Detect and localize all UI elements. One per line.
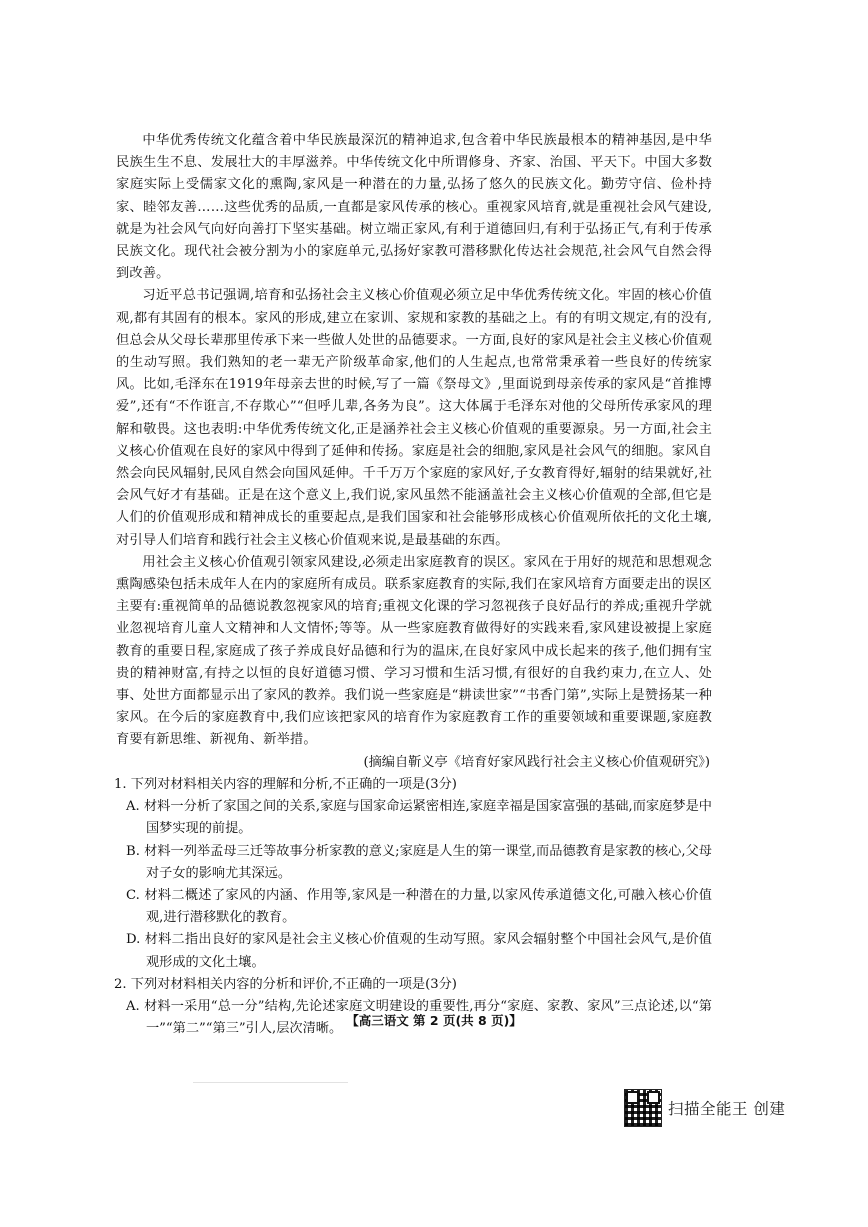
question-2-option-a: A. 材料一采用“总一分”结构,先论述家庭文明建设的重要性,再分“家庭、家教、家风”三点论述,以“第一”“第二”“第三”引人,层次清晰。 xyxy=(126,998,712,1037)
passage-source: (摘编自靳义亭《培育好家风践行社会主义核心价值观研究》) xyxy=(363,754,710,770)
question-1-option-d: D. 材料二指出良好的家风是社会主义核心价值观的生动写照。家风会辐射整个中国社会风气,是价值观形成的文化土壤。 xyxy=(126,932,712,970)
qr-code-icon xyxy=(624,1089,662,1127)
question-1-stem: 1. 下列对材料相关内容的理解和分析,不正确的一项是(3分) xyxy=(114,776,457,792)
question-1-option-c: C. 材料二概述了家风的内涵、作用等,家风是一种潜在的力量,以家风传承道德文化,可融入核心价值观,进行潜移默化的教育。 xyxy=(126,887,712,926)
question-1-option-a: A. 材料一分析了家国之间的关系,家庭与国家命运紧密相连,家庭幸福是国家富强的基础,而家庭梦是中国梦实现的前提。 xyxy=(126,799,712,837)
question-1 xyxy=(116,774,712,974)
passage-paragraph-3: 用社会主义核心价值观引领家风建设,必须走出家庭教育的误区。家风在于用好的规范和思想观念熏陶感染包括未成年人在内的家庭所有成员。联系家庭教育的实际,我们在家风培育方面要走出的误区主要有:重视简单的品德说教忽视家风的培育;重视文化课的学习忽视孩子良好品行的养成;重视升学就业忽视培育儿童人文精神和人文情怀;等等。从一些家庭教育做得好的实践来看,家风建设被提上家庭教育的重要日程,家庭成了孩子养成良好品德和行为的温床,在良好家风中成长起来的孩子,他们拥有宝贵的精神财富,有持之以恒的良好道德习惯、学习习惯和生活习惯,有很好的自我约束力,在立人、处事、处世方面都显示出了家风的教养。我们说一些家庭是“耕读世家”“书香门第”,实际上是赞扬某一种家风。在今后的家庭教育中,我们应该把家风的培育作为家庭教育工作的重要领域和重要课题,家庭教育要有新思维、新视角、新举措。 xyxy=(116,554,712,748)
reading-passage xyxy=(116,130,712,1040)
question-1-option-b: B. 材料一列举孟母三迁等故事分析家教的意义;家庭是人生的第一课堂,而品德教育是家教的核心,父母对子女的影响尤其深远。 xyxy=(126,843,712,881)
page-footer: 【高三语文 第 2 页(共 8 页)】 xyxy=(346,1013,522,1028)
faint-divider xyxy=(193,1082,348,1083)
passage-paragraph-2: 习近平总书记强调,培育和弘扬社会主义核心价值观必须立足中华优秀传统文化。牢固的核心价值观,都有其固有的根本。家风的形成,建立在家训、家规和家教的基础之上。有的有明文规定,有的没有,但总会从父母长辈那里传承下来一些做人处世的品德要求。一方面,良好的家风是社会主义核心价值观的生动写照。我们熟知的老一辈无产阶级革命家,他们的人生起点,也常常秉承着一些良好的传统家风。比如,毛泽东在1919年母亲去世的时候,写了一篇《祭母文》,里面说到母亲传承的家风是“首推博爱”,还有“不作诳言,不存欺心”“但呼儿辈,各务为良”。这大体属于毛泽东对他的父母所传承家风的理解和敬畏。这也表明:中华优秀传统文化,正是涵养社会主义核心价值观的重要源泉。另一方面,社会主义核心价值观在良好的家风中得到了延伸和传扬。家庭是社会的细胞,家风是社会风气的细胞。家风自然会向民风辐射,民风自然会向国风延伸。千千万万个家庭的家风好,子女教育得好,辐射的结果就好,社会风气好才有基础。正是在这个意义上,我们说,家风虽然不能涵盖社会主义核心价值观的全部,但它是人们的价值观形成和精神成长的重要起点,是我们国家和社会能够形成核心价值观所依托的文化土壤,对引导人们培育和践行社会主义核心价值观来说,是最基础的东西。 xyxy=(116,288,712,548)
passage-paragraph-1: 中华优秀传统文化蕴含着中华民族最深沉的精神追求,包含着中华民族最根本的精神基因,是中华民族生生不息、发展壮大的丰厚滋养。中华传统文化中所谓修身、齐家、治国、平天下。中国大多数家庭实际上受儒家文化的熏陶,家风是一种潜在的力量,弘扬了悠久的民族文化。勤劳守信、俭朴持家、睦邻友善……这些优秀的品质,一直都是家风传承的核心。重视家风培育,就是重视社会风气建设,就是为社会风气向好向善打下坚实基础。树立端正家风,有利于道德回归,有利于弘扬正气,有利于传承民族文化。现代社会被分割为小的家庭单元,弘扬好家教可潜移默化传达社会规范,社会风气自然会得到改善。 xyxy=(116,133,712,282)
question-2-stem: 2. 下列对材料相关内容的分析和评价,不正确的一项是(3分) xyxy=(114,976,457,992)
scanner-watermark xyxy=(624,1088,785,1128)
watermark-text: 扫描全能王 创建 xyxy=(668,1100,786,1118)
